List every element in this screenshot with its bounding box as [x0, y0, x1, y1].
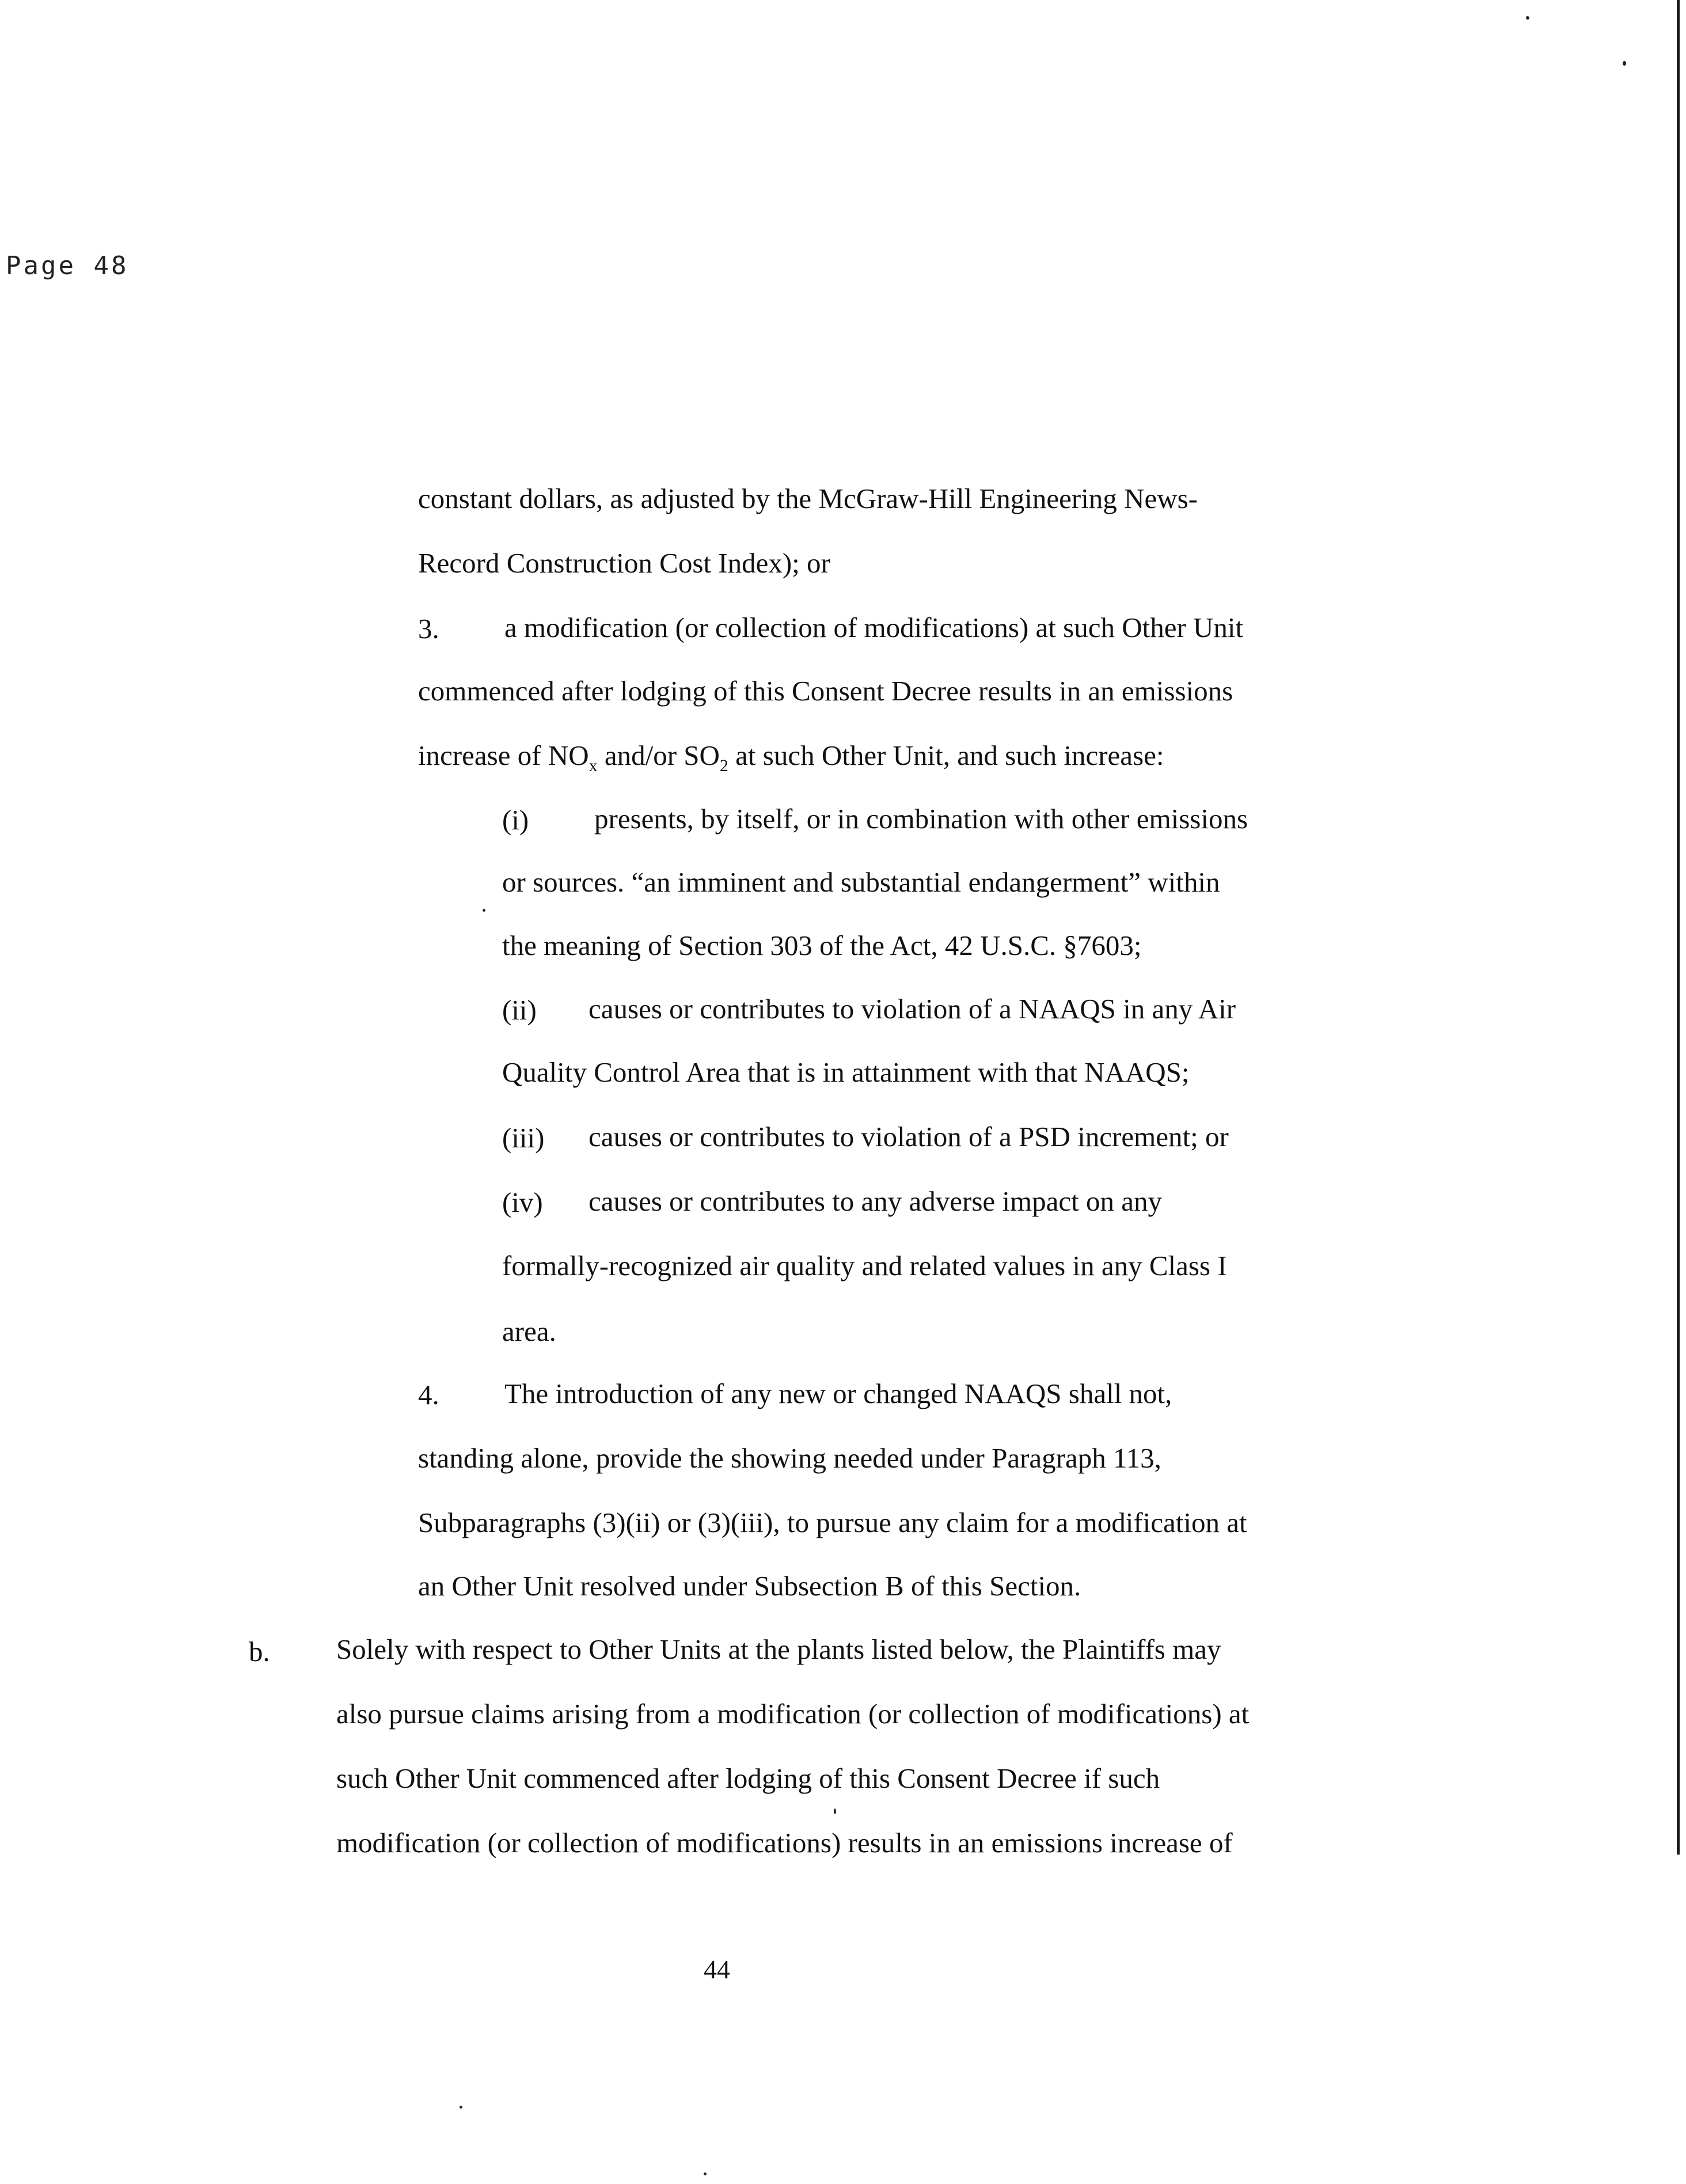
body-line: modification (or collection of modifications) results in an emissions increase of: [336, 1827, 1233, 1859]
page-number: 44: [704, 1955, 730, 1984]
body-line: a modification (or collection of modifications) at such Other Unit: [504, 612, 1244, 643]
body-line: presents, by itself, or in combination with other emissions: [594, 803, 1248, 835]
body-line: standing alone, provide the showing needed under Paragraph 113,: [418, 1442, 1161, 1474]
body-line: causes or contributes to any adverse impact on any: [588, 1185, 1163, 1217]
list-marker: (iii): [502, 1122, 545, 1154]
body-line: Record Construction Cost Index); or: [418, 547, 830, 579]
text-segment: and/or SO: [597, 740, 720, 771]
list-marker: (i): [502, 804, 529, 836]
body-line: such Other Unit commenced after lodging of this Consent Decree if such: [336, 1762, 1160, 1794]
body-line: commenced after lodging of this Consent Decree results in an emissions: [418, 675, 1233, 707]
body-line: the meaning of Section 303 of the Act, 42 U.S.C. §7603;: [502, 930, 1142, 961]
body-line: constant dollars, as adjusted by the McGraw-Hill Engineering News-: [418, 483, 1198, 514]
text-segment: increase of NO: [418, 740, 589, 771]
page-label: Page 48: [6, 251, 129, 280]
subscript: x: [588, 756, 598, 775]
body-line: causes or contributes to violation of a PSD increment; or: [588, 1121, 1229, 1152]
body-line: causes or contributes to violation of a NAAQS in any Air: [588, 993, 1236, 1025]
scan-speck: [834, 1808, 836, 1814]
scan-speck: [704, 2172, 707, 2175]
body-line: Subparagraphs (3)(ii) or (3)(iii), to pursue any claim for a modification at: [418, 1507, 1247, 1538]
list-marker: (iv): [502, 1186, 543, 1218]
subscript: 2: [719, 756, 728, 775]
list-marker: (ii): [502, 994, 537, 1026]
scan-border: [1677, 0, 1680, 1855]
body-line: The introduction of any new or changed NAAQS shall not,: [504, 1378, 1172, 1409]
scan-speck: [1526, 16, 1529, 20]
body-line: Solely with respect to Other Units at the plants listed below, the Plaintiffs may: [336, 1633, 1221, 1665]
body-line: formally-recognized air quality and related values in any Class I: [502, 1250, 1227, 1281]
scan-speck: [1623, 61, 1626, 66]
body-line: an Other Unit resolved under Subsection B of this Section.: [418, 1570, 1081, 1602]
body-line: or sources. “an imminent and substantial endangerment” within: [502, 866, 1220, 898]
list-marker: 3.: [418, 613, 439, 644]
list-marker: b.: [249, 1636, 270, 1667]
body-line: area.: [502, 1315, 556, 1347]
scan-speck: [483, 909, 485, 912]
body-line: Quality Control Area that is in attainment with that NAAQS;: [502, 1056, 1190, 1088]
text-segment: at such Other Unit, and such increase:: [728, 740, 1164, 771]
scan-speck: [460, 2106, 462, 2109]
body-line: also pursue claims arising from a modification (or collection of modifications) at: [336, 1698, 1250, 1730]
list-marker: 4.: [418, 1379, 439, 1410]
body-line: [418, 738, 1164, 783]
